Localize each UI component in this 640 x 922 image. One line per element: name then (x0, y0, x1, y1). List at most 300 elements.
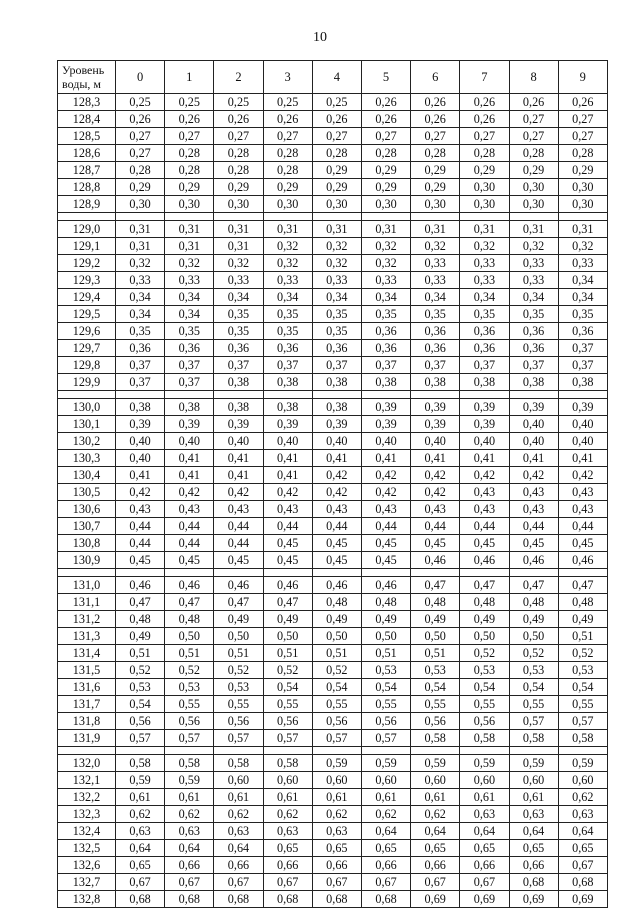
value-cell: 0,31 (460, 221, 509, 238)
value-cell: 0,44 (263, 518, 312, 535)
level-cell: 128,4 (58, 111, 116, 128)
separator-cell (116, 747, 165, 755)
group-separator-row (58, 213, 608, 221)
value-cell: 0,43 (460, 484, 509, 501)
value-cell: 0,41 (361, 450, 410, 467)
separator-cell (58, 391, 116, 399)
value-cell: 0,63 (509, 806, 558, 823)
value-cell: 0,58 (263, 755, 312, 772)
value-cell: 0,28 (214, 162, 263, 179)
level-cell: 128,3 (58, 94, 116, 111)
separator-cell (165, 747, 214, 755)
value-cell: 0,35 (312, 306, 361, 323)
value-cell: 0,44 (214, 518, 263, 535)
value-cell: 0,68 (214, 891, 263, 908)
table-row (58, 891, 608, 908)
header-col-7: 7 (460, 61, 509, 94)
separator-cell (116, 569, 165, 577)
value-cell: 0,57 (361, 730, 410, 747)
value-cell: 0,33 (509, 255, 558, 272)
value-cell: 0,59 (165, 772, 214, 789)
value-cell: 0,62 (165, 806, 214, 823)
separator-cell (58, 213, 116, 221)
separator-cell (460, 569, 509, 577)
value-cell: 0,25 (165, 94, 214, 111)
value-cell: 0,54 (312, 679, 361, 696)
value-cell: 0,44 (214, 535, 263, 552)
value-cell: 0,36 (411, 323, 460, 340)
table-row (58, 772, 608, 789)
value-cell: 0,65 (509, 840, 558, 857)
value-cell: 0,45 (509, 535, 558, 552)
value-cell: 0,26 (460, 111, 509, 128)
value-cell: 0,25 (214, 94, 263, 111)
value-cell: 0,45 (263, 552, 312, 569)
value-cell: 0,57 (263, 730, 312, 747)
separator-cell (411, 747, 460, 755)
value-cell: 0,50 (312, 628, 361, 645)
value-cell: 0,54 (558, 679, 607, 696)
value-cell: 0,48 (312, 594, 361, 611)
separator-cell (116, 391, 165, 399)
value-cell: 0,62 (361, 806, 410, 823)
value-cell: 0,35 (411, 306, 460, 323)
value-cell: 0,66 (263, 857, 312, 874)
value-cell: 0,32 (361, 255, 410, 272)
value-cell: 0,26 (558, 94, 607, 111)
value-cell: 0,69 (460, 891, 509, 908)
value-cell: 0,54 (509, 679, 558, 696)
value-cell: 0,63 (165, 823, 214, 840)
value-cell: 0,62 (263, 806, 312, 823)
value-cell: 0,63 (312, 823, 361, 840)
table-row (58, 399, 608, 416)
value-cell: 0,30 (460, 179, 509, 196)
value-cell: 0,27 (509, 111, 558, 128)
level-cell: 129,4 (58, 289, 116, 306)
table-row (58, 755, 608, 772)
separator-cell (312, 391, 361, 399)
value-cell: 0,36 (214, 340, 263, 357)
value-cell: 0,45 (312, 535, 361, 552)
separator-cell (58, 747, 116, 755)
value-cell: 0,63 (263, 823, 312, 840)
value-cell: 0,68 (509, 874, 558, 891)
value-cell: 0,43 (361, 501, 410, 518)
value-cell: 0,66 (214, 857, 263, 874)
value-cell: 0,45 (460, 535, 509, 552)
value-cell: 0,58 (558, 730, 607, 747)
value-cell: 0,26 (509, 94, 558, 111)
value-cell: 0,38 (312, 374, 361, 391)
value-cell: 0,36 (263, 340, 312, 357)
value-cell: 0,65 (361, 840, 410, 857)
value-cell: 0,67 (558, 857, 607, 874)
value-cell: 0,33 (361, 272, 410, 289)
value-cell: 0,58 (214, 755, 263, 772)
value-cell: 0,38 (558, 374, 607, 391)
value-cell: 0,44 (116, 535, 165, 552)
value-cell: 0,61 (361, 789, 410, 806)
value-cell: 0,32 (263, 255, 312, 272)
value-cell: 0,56 (263, 713, 312, 730)
value-cell: 0,57 (312, 730, 361, 747)
level-cell: 129,5 (58, 306, 116, 323)
value-cell: 0,40 (411, 433, 460, 450)
table-row (58, 628, 608, 645)
level-cell: 130,0 (58, 399, 116, 416)
value-cell: 0,34 (214, 289, 263, 306)
value-cell: 0,52 (263, 662, 312, 679)
value-cell: 0,35 (361, 306, 410, 323)
table-row (58, 874, 608, 891)
value-cell: 0,34 (116, 289, 165, 306)
value-cell: 0,45 (116, 552, 165, 569)
value-cell: 0,44 (509, 518, 558, 535)
separator-cell (214, 569, 263, 577)
value-cell: 0,44 (165, 518, 214, 535)
value-cell: 0,52 (165, 662, 214, 679)
value-cell: 0,55 (312, 696, 361, 713)
value-cell: 0,40 (558, 433, 607, 450)
level-cell: 131,7 (58, 696, 116, 713)
value-cell: 0,34 (509, 289, 558, 306)
value-cell: 0,37 (312, 357, 361, 374)
header-col-5: 5 (361, 61, 410, 94)
value-cell: 0,51 (116, 645, 165, 662)
value-cell: 0,41 (411, 450, 460, 467)
value-cell: 0,55 (509, 696, 558, 713)
value-cell: 0,40 (116, 433, 165, 450)
value-cell: 0,31 (214, 238, 263, 255)
value-cell: 0,50 (263, 628, 312, 645)
value-cell: 0,49 (361, 611, 410, 628)
value-cell: 0,60 (312, 772, 361, 789)
value-cell: 0,33 (116, 272, 165, 289)
value-cell: 0,39 (312, 416, 361, 433)
value-cell: 0,29 (263, 179, 312, 196)
value-cell: 0,51 (165, 645, 214, 662)
value-cell: 0,39 (411, 416, 460, 433)
value-cell: 0,36 (558, 323, 607, 340)
value-cell: 0,61 (460, 789, 509, 806)
value-cell: 0,57 (116, 730, 165, 747)
value-cell: 0,47 (411, 577, 460, 594)
level-cell: 129,2 (58, 255, 116, 272)
value-cell: 0,29 (558, 162, 607, 179)
value-cell: 0,59 (312, 755, 361, 772)
separator-cell (411, 391, 460, 399)
value-cell: 0,47 (214, 594, 263, 611)
value-cell: 0,32 (165, 255, 214, 272)
separator-cell (214, 391, 263, 399)
value-cell: 0,58 (509, 730, 558, 747)
value-cell: 0,46 (165, 577, 214, 594)
value-cell: 0,38 (509, 374, 558, 391)
value-cell: 0,47 (165, 594, 214, 611)
value-cell: 0,30 (116, 196, 165, 213)
value-cell: 0,41 (460, 450, 509, 467)
value-cell: 0,42 (361, 467, 410, 484)
value-cell: 0,49 (558, 611, 607, 628)
separator-cell (460, 391, 509, 399)
value-cell: 0,38 (460, 374, 509, 391)
value-cell: 0,65 (558, 840, 607, 857)
value-cell: 0,34 (165, 289, 214, 306)
value-cell: 0,44 (116, 518, 165, 535)
value-cell: 0,37 (361, 357, 410, 374)
value-cell: 0,57 (509, 713, 558, 730)
value-cell: 0,42 (116, 484, 165, 501)
value-cell: 0,55 (214, 696, 263, 713)
value-cell: 0,30 (509, 179, 558, 196)
separator-cell (58, 569, 116, 577)
value-cell: 0,40 (509, 433, 558, 450)
value-cell: 0,29 (361, 179, 410, 196)
separator-cell (263, 213, 312, 221)
level-cell: 131,3 (58, 628, 116, 645)
value-cell: 0,35 (509, 306, 558, 323)
level-cell: 132,1 (58, 772, 116, 789)
value-cell: 0,62 (558, 789, 607, 806)
value-cell: 0,34 (116, 306, 165, 323)
value-cell: 0,38 (312, 399, 361, 416)
value-cell: 0,68 (263, 891, 312, 908)
value-cell: 0,29 (312, 179, 361, 196)
value-cell: 0,46 (263, 577, 312, 594)
value-cell: 0,67 (312, 874, 361, 891)
value-cell: 0,53 (411, 662, 460, 679)
value-cell: 0,36 (312, 340, 361, 357)
table-row (58, 128, 608, 145)
value-cell: 0,36 (460, 323, 509, 340)
value-cell: 0,25 (263, 94, 312, 111)
value-cell: 0,56 (214, 713, 263, 730)
value-cell: 0,43 (509, 484, 558, 501)
value-cell: 0,30 (411, 196, 460, 213)
table-row (58, 501, 608, 518)
value-cell: 0,31 (165, 238, 214, 255)
value-cell: 0,33 (558, 255, 607, 272)
separator-cell (558, 747, 607, 755)
table-header-row (58, 61, 608, 94)
value-cell: 0,35 (214, 323, 263, 340)
value-cell: 0,46 (116, 577, 165, 594)
value-cell: 0,46 (361, 577, 410, 594)
value-cell: 0,67 (214, 874, 263, 891)
value-cell: 0,53 (460, 662, 509, 679)
value-cell: 0,26 (411, 111, 460, 128)
level-cell: 130,2 (58, 433, 116, 450)
value-cell: 0,36 (361, 340, 410, 357)
value-cell: 0,44 (361, 518, 410, 535)
value-cell: 0,37 (165, 374, 214, 391)
value-cell: 0,45 (361, 535, 410, 552)
value-cell: 0,53 (165, 679, 214, 696)
value-cell: 0,43 (558, 501, 607, 518)
value-cell: 0,28 (214, 145, 263, 162)
value-cell: 0,58 (411, 730, 460, 747)
value-cell: 0,53 (509, 662, 558, 679)
value-cell: 0,56 (460, 713, 509, 730)
value-cell: 0,65 (116, 857, 165, 874)
value-cell: 0,46 (214, 577, 263, 594)
value-cell: 0,39 (509, 399, 558, 416)
level-cell: 131,4 (58, 645, 116, 662)
value-cell: 0,56 (361, 713, 410, 730)
value-cell: 0,63 (116, 823, 165, 840)
value-cell: 0,55 (263, 696, 312, 713)
level-cell: 131,6 (58, 679, 116, 696)
value-cell: 0,63 (558, 806, 607, 823)
value-cell: 0,31 (116, 238, 165, 255)
value-cell: 0,44 (165, 535, 214, 552)
value-cell: 0,38 (214, 399, 263, 416)
value-cell: 0,33 (509, 272, 558, 289)
table-row (58, 238, 608, 255)
table-row (58, 518, 608, 535)
value-cell: 0,39 (460, 416, 509, 433)
value-cell: 0,29 (411, 179, 460, 196)
value-cell: 0,40 (558, 416, 607, 433)
table-row (58, 611, 608, 628)
value-cell: 0,28 (460, 145, 509, 162)
separator-cell (312, 747, 361, 755)
value-cell: 0,65 (460, 840, 509, 857)
value-cell: 0,41 (558, 450, 607, 467)
value-cell: 0,51 (312, 645, 361, 662)
value-cell: 0,64 (165, 840, 214, 857)
value-cell: 0,49 (214, 611, 263, 628)
value-cell: 0,34 (558, 289, 607, 306)
value-cell: 0,62 (214, 806, 263, 823)
group-separator-row (58, 569, 608, 577)
value-cell: 0,43 (116, 501, 165, 518)
value-cell: 0,35 (263, 306, 312, 323)
value-cell: 0,65 (263, 840, 312, 857)
value-cell: 0,35 (460, 306, 509, 323)
table-row (58, 806, 608, 823)
level-cell: 132,8 (58, 891, 116, 908)
value-cell: 0,28 (361, 145, 410, 162)
level-cell: 131,0 (58, 577, 116, 594)
table-row (58, 679, 608, 696)
separator-cell (263, 391, 312, 399)
value-cell: 0,32 (411, 238, 460, 255)
table-row (58, 357, 608, 374)
separator-cell (214, 747, 263, 755)
value-cell: 0,52 (558, 645, 607, 662)
value-cell: 0,34 (411, 289, 460, 306)
value-cell: 0,40 (263, 433, 312, 450)
value-cell: 0,31 (558, 221, 607, 238)
value-cell: 0,27 (116, 145, 165, 162)
value-cell: 0,30 (312, 196, 361, 213)
value-cell: 0,49 (116, 628, 165, 645)
value-cell: 0,31 (361, 221, 410, 238)
value-cell: 0,67 (116, 874, 165, 891)
value-cell: 0,37 (558, 357, 607, 374)
value-cell: 0,50 (411, 628, 460, 645)
value-cell: 0,55 (411, 696, 460, 713)
value-cell: 0,54 (460, 679, 509, 696)
level-cell: 129,7 (58, 340, 116, 357)
value-cell: 0,69 (411, 891, 460, 908)
value-cell: 0,48 (509, 594, 558, 611)
value-cell: 0,29 (411, 162, 460, 179)
table-row (58, 857, 608, 874)
value-cell: 0,38 (263, 399, 312, 416)
value-cell: 0,27 (263, 128, 312, 145)
value-cell: 0,45 (411, 535, 460, 552)
value-cell: 0,58 (460, 730, 509, 747)
value-cell: 0,44 (460, 518, 509, 535)
value-cell: 0,58 (116, 755, 165, 772)
table-row (58, 433, 608, 450)
level-cell: 129,3 (58, 272, 116, 289)
value-cell: 0,66 (460, 857, 509, 874)
value-cell: 0,60 (361, 772, 410, 789)
value-cell: 0,36 (361, 323, 410, 340)
value-cell: 0,50 (361, 628, 410, 645)
value-cell: 0,42 (460, 467, 509, 484)
value-cell: 0,48 (361, 594, 410, 611)
value-cell: 0,36 (460, 340, 509, 357)
value-cell: 0,34 (558, 272, 607, 289)
level-cell: 128,8 (58, 179, 116, 196)
value-cell: 0,66 (411, 857, 460, 874)
separator-cell (460, 747, 509, 755)
table-row (58, 255, 608, 272)
value-cell: 0,34 (263, 289, 312, 306)
value-cell: 0,43 (165, 501, 214, 518)
header-level-label-line1: Уровень (62, 63, 105, 77)
table-row (58, 323, 608, 340)
value-cell: 0,60 (558, 772, 607, 789)
value-cell: 0,38 (263, 374, 312, 391)
value-cell: 0,45 (312, 552, 361, 569)
table-row (58, 179, 608, 196)
separator-cell (361, 213, 410, 221)
value-cell: 0,27 (460, 128, 509, 145)
value-cell: 0,35 (165, 323, 214, 340)
separator-cell (312, 213, 361, 221)
value-cell: 0,47 (558, 577, 607, 594)
value-cell: 0,45 (361, 552, 410, 569)
value-cell: 0,61 (116, 789, 165, 806)
value-cell: 0,67 (165, 874, 214, 891)
value-cell: 0,56 (411, 713, 460, 730)
separator-cell (558, 569, 607, 577)
value-cell: 0,27 (361, 128, 410, 145)
separator-cell (312, 569, 361, 577)
value-cell: 0,33 (460, 255, 509, 272)
value-cell: 0,51 (411, 645, 460, 662)
table-row (58, 145, 608, 162)
value-cell: 0,66 (509, 857, 558, 874)
value-cell: 0,48 (460, 594, 509, 611)
value-cell: 0,43 (460, 501, 509, 518)
value-cell: 0,35 (558, 306, 607, 323)
value-cell: 0,46 (558, 552, 607, 569)
header-col-0: 0 (116, 61, 165, 94)
value-cell: 0,50 (460, 628, 509, 645)
value-cell: 0,59 (509, 755, 558, 772)
value-cell: 0,60 (411, 772, 460, 789)
value-cell: 0,37 (116, 374, 165, 391)
table-row (58, 484, 608, 501)
value-cell: 0,66 (361, 857, 410, 874)
